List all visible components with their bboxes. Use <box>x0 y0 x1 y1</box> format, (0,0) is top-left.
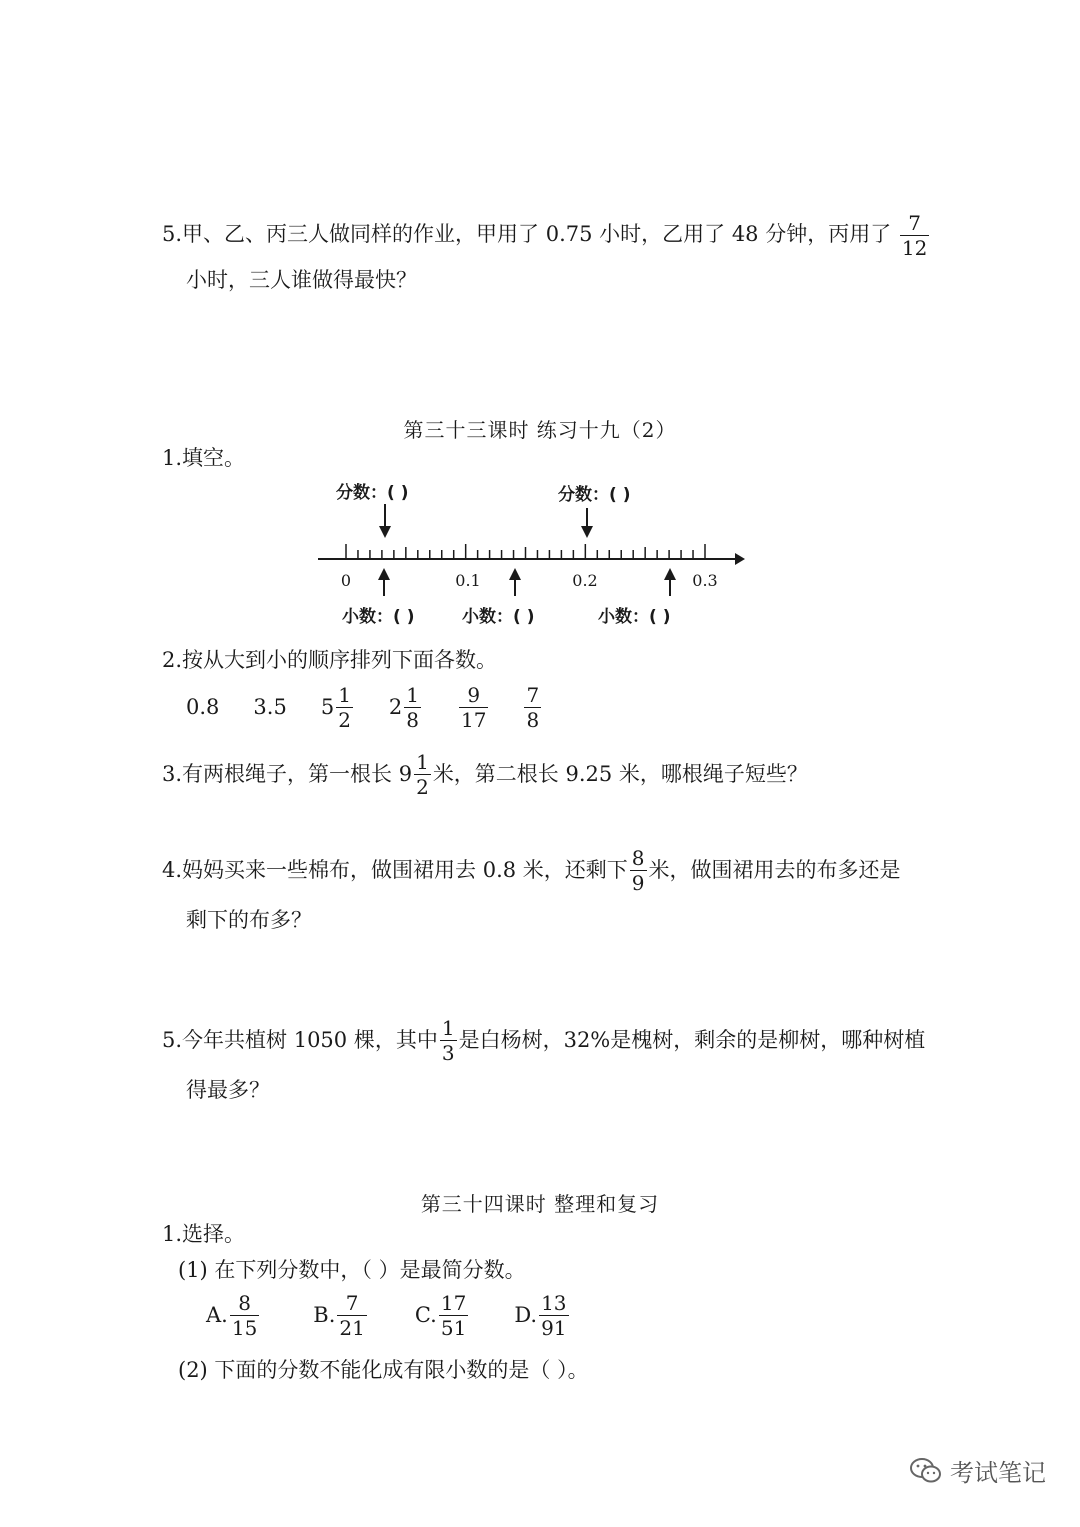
watermark <box>910 1453 1046 1488</box>
sub-question-1: (1) 在下列分数中，（ ）是最简分数。 <box>178 1258 526 1282</box>
tick-label: 0.1 <box>455 571 481 590</box>
q1-fill-blank: 1.填空。 <box>162 446 246 470</box>
option-b[interactable] <box>313 1293 369 1338</box>
watermark-text: 考试笔记 <box>950 1459 1046 1487</box>
denominator: 8 <box>526 708 540 732</box>
tick-label: 0.2 <box>572 571 598 590</box>
fraction-label-2: 分数：( ) <box>558 485 631 505</box>
whole-part: 2 <box>388 695 403 719</box>
denominator: 8 <box>406 708 420 732</box>
denominator: 17 <box>461 708 487 732</box>
decimal-label-3: 小数：( ) <box>598 607 671 627</box>
q5-prev-line1 <box>162 213 931 258</box>
q5-line2: 得最多？ <box>186 1078 270 1102</box>
fraction-label-1: 分数：( ) <box>336 483 409 503</box>
fraction <box>230 1293 259 1338</box>
tick-label: 0 <box>340 571 352 590</box>
numerator: 17 <box>440 1291 467 1315</box>
numerator: 8 <box>238 1291 251 1315</box>
fraction <box>337 1293 366 1338</box>
q1-choose: 1.选择。 <box>162 1222 246 1246</box>
lesson34-title: 第三十四课时 整理和复习 <box>420 1192 660 1216</box>
q4-text-pre: 4.妈妈买来一些棉布，做围裙用去 0.8 米，还剩下 <box>162 858 628 882</box>
number-line <box>310 478 760 638</box>
fraction <box>900 213 929 258</box>
q2-ordering: 2.按从大到小的顺序排列下面各数。 <box>162 648 498 672</box>
fraction <box>404 685 421 730</box>
q3-text-pre: 3.有两根绳子，第一根长 9 <box>162 762 413 786</box>
down-arrow-icon <box>581 508 593 538</box>
fraction <box>440 1018 457 1063</box>
q3-rope <box>162 752 808 797</box>
numerator: 9 <box>467 683 481 707</box>
wechat-icon <box>910 1457 942 1485</box>
denominator: 3 <box>441 1041 455 1065</box>
decimal-label-1: 小数：( ) <box>342 607 415 627</box>
denominator: 2 <box>416 775 429 799</box>
down-arrow-icon <box>379 504 391 538</box>
q5-text-post: 是白杨树，32%是槐树，剩余的是柳树，哪种树植 <box>458 1028 926 1052</box>
up-arrow-icon <box>509 568 521 596</box>
fraction <box>630 848 647 893</box>
sub-question-2: (2) 下面的分数不能化成有限小数的是（ ）。 <box>178 1358 589 1382</box>
mixed-number <box>389 685 423 730</box>
fraction <box>539 1293 568 1338</box>
q5-prev-text: 5.甲、乙、丙三人做同样的作业，甲用了 0.75 小时，乙用了 48 分钟，丙用了 <box>162 222 892 246</box>
options-row <box>206 1293 571 1338</box>
denominator: 12 <box>901 236 928 260</box>
numerator: 13 <box>541 1291 567 1315</box>
option-d[interactable] <box>514 1293 570 1338</box>
mixed-number <box>321 685 355 730</box>
denominator: 21 <box>339 1316 365 1340</box>
q5-prev-line2: 小时，三人谁做得最快？ <box>186 268 417 292</box>
denominator: 91 <box>541 1316 567 1340</box>
number-item: 0.8 <box>186 695 220 719</box>
q2-number-list <box>186 685 543 730</box>
option-label: C. <box>414 1303 437 1327</box>
up-arrow-icon <box>378 568 390 596</box>
option-label: A. <box>206 1303 228 1327</box>
q4-text-post: 米，做围裙用去的布多还是 <box>648 858 901 882</box>
fraction <box>414 752 431 797</box>
lesson33-title: 第三十三课时 练习十九（2） <box>403 418 677 442</box>
numerator: 1 <box>416 750 429 774</box>
q5-trees <box>162 1018 925 1063</box>
numerator: 1 <box>406 683 420 707</box>
denominator: 9 <box>631 871 645 895</box>
tick-marks <box>346 544 705 559</box>
q5-text-pre: 5.今年共植树 1050 棵，其中 <box>162 1028 438 1052</box>
numerator: 8 <box>631 846 645 870</box>
denominator: 15 <box>231 1316 258 1340</box>
tick-label: 0.3 <box>692 571 718 590</box>
numerator: 1 <box>338 683 351 707</box>
up-arrow-icon <box>664 568 676 596</box>
number-item: 3.5 <box>253 695 287 719</box>
decimal-label-2: 小数：( ) <box>462 607 535 627</box>
axis-arrow-icon <box>735 553 745 565</box>
option-c[interactable] <box>415 1293 470 1338</box>
q4-cloth <box>162 848 901 893</box>
denominator: 2 <box>338 708 351 732</box>
numerator: 7 <box>345 1291 359 1315</box>
fraction <box>439 1293 468 1338</box>
fraction <box>336 685 353 730</box>
denominator: 51 <box>440 1316 467 1340</box>
option-a[interactable] <box>206 1293 261 1338</box>
fraction <box>459 685 488 730</box>
whole-part: 5 <box>320 695 335 719</box>
option-label: B. <box>313 1303 336 1327</box>
option-label: D. <box>514 1303 538 1327</box>
numerator: 1 <box>441 1016 455 1040</box>
q4-line2: 剩下的布多？ <box>186 908 312 932</box>
numerator: 7 <box>908 211 921 235</box>
fraction <box>524 685 541 730</box>
numerator: 7 <box>526 683 540 707</box>
q3-text-post: 米，第二根长 9.25 米，哪根绳子短些？ <box>432 762 808 786</box>
